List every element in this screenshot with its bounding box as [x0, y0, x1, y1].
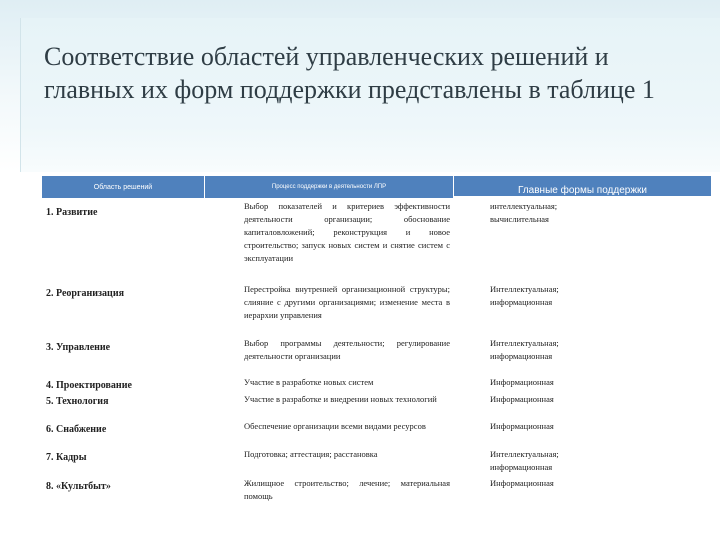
header-process: Процесс поддержки в деятельности ЛПР — [205, 176, 453, 200]
header-form: Главные формы поддержки — [454, 176, 711, 198]
row-2-form: Интеллектуальная; информационная — [490, 284, 559, 307]
row-4-area: 4. Проектирование — [46, 380, 132, 391]
row-5-form: Информационная — [490, 394, 554, 404]
row-6-area: 6. Снабжение — [46, 424, 107, 435]
row-8-process: Жилищное строительство; лечение; материальная помощь — [244, 478, 450, 501]
row-3-form: Интеллектуальная; информационная — [490, 338, 559, 361]
row-1-form: интеллектуальная; вычислительная — [490, 201, 558, 224]
row-2-process: Перестройка внутренней организационной структуры; слияние с другими организациями; изменение места в иерархии управления — [244, 284, 450, 320]
row-1-process: Выбор показателей и критериев эффективности деятельности организации; обоснование капиталовложений; реконструкция и новое строительство; запуск новых систем и снятие систем с эксплуатации — [244, 201, 450, 263]
header-area: Область решений — [42, 176, 204, 200]
row-8-area: 8. «Культбыт» — [46, 481, 111, 492]
row-8-form: Информационная — [490, 478, 554, 488]
slide-title: Соответствие областей управленческих решений и главных их форм поддержки представлены в таблице 1 — [44, 42, 655, 104]
row-4-process: Участие в разработке новых систем — [244, 377, 374, 387]
row-3-process: Выбор программы деятельности; регулирование деятельности организации — [244, 338, 450, 361]
row-2-area: 2. Реорганизация — [46, 288, 124, 299]
row-7-form: Интеллектуальная; информационная — [490, 449, 559, 472]
row-7-area: 7. Кадры — [46, 452, 87, 463]
row-6-process: Обеспечение организации всеми видами ресурсов — [244, 421, 426, 431]
row-3-area: 3. Управление — [46, 342, 111, 353]
row-4-form: Информационная — [490, 377, 554, 387]
row-7-process: Подготовка; аттестация; расстановка — [244, 449, 378, 459]
row-1-area: 1. Развитие — [46, 207, 98, 218]
row-5-area: 5. Технология — [46, 396, 109, 407]
row-6-form: Информационная — [490, 421, 554, 431]
row-5-process: Участие в разработке и внедрении новых технологий — [244, 394, 437, 404]
